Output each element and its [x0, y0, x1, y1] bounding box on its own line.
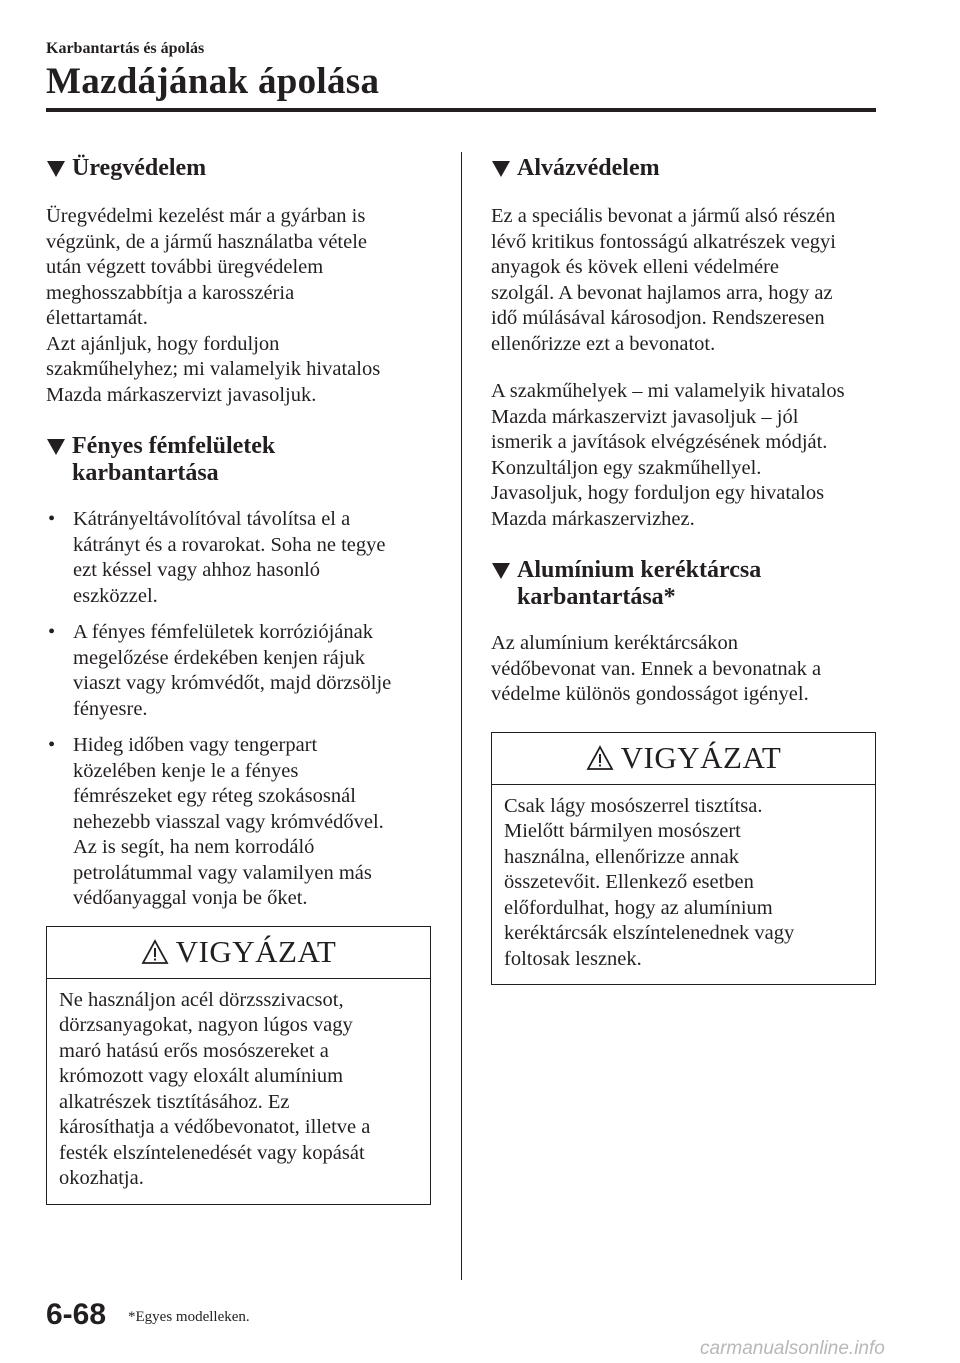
- list-item: [46, 620, 431, 722]
- text-line: végzünk, de a jármű használatba vétele: [46, 230, 368, 253]
- paragraph-alvazvedelem-1: Ez a speciális bevonat a jármű alsó részén lévő kritikus fontosságú alkatrészek vegyi anyagok és kövek elleni védelmére szolgál. A bevonat hajlamos arra, hogy az idő múlásával károsodjon. Rendszeresen ellenőrizze ezt a bevonatot.: [491, 205, 836, 355]
- footnote: *Egyes modelleken.: [128, 1309, 250, 1325]
- heading-line: Alumínium keréktárcsa: [517, 557, 762, 583]
- page-number: 6-68: [46, 1298, 107, 1331]
- heading-line: karbantartása*: [517, 584, 676, 610]
- title-rule: [46, 108, 876, 112]
- page-title: Mazdájának ápolása: [46, 61, 380, 102]
- bullet-icon: •: [48, 508, 56, 530]
- bullet-icon: •: [48, 621, 56, 643]
- section-heading-fenyes-femfeluletek: [46, 433, 431, 487]
- list-item: [46, 733, 431, 912]
- caution-text: Csak lágy mosószerrel tisztítsa. Mielőtt bármilyen mosószert használna, ellenőrizze annak összetevőit. Ellenkező esetben előfordulhat, hogy az alumínium keréktárcsák elszíntelenednek vagy foltosak lesznek.: [504, 794, 795, 970]
- section-heading-text: [72, 433, 275, 487]
- section-heading-text: Üregvédelem: [72, 155, 207, 181]
- caution-header: [492, 733, 875, 785]
- caution-title: VIGYÁZAT: [175, 934, 337, 969]
- paragraph-uregvedelem: [46, 204, 431, 408]
- caution-box: [46, 926, 431, 1205]
- text-line: Üregvédelmi kezelést már a gyárban is: [46, 205, 366, 227]
- bullet-icon: •: [48, 734, 56, 756]
- text-line: élettartamát.: [46, 307, 148, 329]
- caution-box: [491, 732, 876, 986]
- triangle-marker-icon: [491, 155, 517, 186]
- list-item-text: Hideg időben vagy tengerpart közelében kenje le a fényes fémrészeket egy réteg szokásosnál nehezebb viasszal vagy krómvédővel. Az is segít, ha nem korrodáló petrolátummal vagy valamilyen más védőanyaggal vonja be őket.: [73, 734, 384, 909]
- section-heading-alvazvedelem: [491, 155, 876, 186]
- paragraph-alvazvedelem-2: A szakműhelyek – mi valamelyik hivatalos Mazda márkaszervizt javasoljuk – jól ismerik a javítások elvégzésének módját. Konzultáljon egy szakműhellyel. Javasoljuk, hogy forduljon egy hivatalos Mazda márkaszervizhez.: [491, 380, 845, 530]
- list-item-text: Kátrányeltávolítóval távolítsa el a kátrányt és a rovarokat. Soha ne tegye ezt késsel vagy ahhoz hasonló eszközzel.: [73, 508, 386, 607]
- triangle-marker-icon: [46, 433, 72, 487]
- text-line: után végzett további üregvédelem: [46, 256, 324, 278]
- list-item: [46, 507, 431, 609]
- left-column: [46, 155, 431, 1205]
- caution-header: [47, 927, 430, 979]
- heading-line: karbantartása: [72, 460, 219, 486]
- heading-line: Fényes fémfelületek: [72, 433, 276, 459]
- column-divider: [461, 152, 462, 1280]
- paragraph-aluminium: Az alumínium keréktárcsákon védőbevonat van. Ennek a bevonatnak a védelme különös gondosságot igényel.: [491, 632, 822, 705]
- triangle-marker-icon: [491, 557, 517, 611]
- triangle-marker-icon: [46, 155, 72, 186]
- watermark: carmanualsonline.info: [700, 1338, 885, 1359]
- section-heading-uregvedelem: [46, 155, 431, 186]
- bullet-list: [46, 507, 431, 912]
- text-line: meghosszabbítja a karosszéria: [46, 281, 295, 304]
- breadcrumb: Karbantartás és ápolás: [46, 40, 205, 57]
- warning-triangle-icon: [141, 939, 169, 965]
- caution-title: VIGYÁZAT: [620, 740, 782, 775]
- section-heading-aluminium-kerektarcsa: [491, 557, 876, 611]
- section-heading-text: Alvázvédelem: [517, 155, 660, 181]
- right-column: [491, 155, 876, 985]
- caution-text: Ne használjon acél dörzsszivacsot, dörzsanyagokat, nagyon lúgos vagy maró hatású erős mosószereket a krómozott vagy eloxált alumínium alkatrészek tisztításához. Ez károsíthatja a védőbevonatot, illetve a festék elszíntelenedését vagy kopását okozhatja.: [59, 988, 371, 1189]
- list-item-text: A fényes fémfelületek korróziójának megelőzése érdekében kenjen rájuk viaszt vagy krómvédőt, majd dörzsölje fényesre.: [73, 621, 392, 720]
- section-heading-text: [517, 557, 761, 611]
- text-line: szakműhelyhez; mi valamelyik hivatalos: [46, 358, 381, 380]
- warning-triangle-icon: [586, 745, 614, 771]
- text-line: Azt ajánljuk, hogy forduljon: [46, 332, 280, 355]
- text-line: Mazda márkaszervizt javasoljuk.: [46, 383, 317, 406]
